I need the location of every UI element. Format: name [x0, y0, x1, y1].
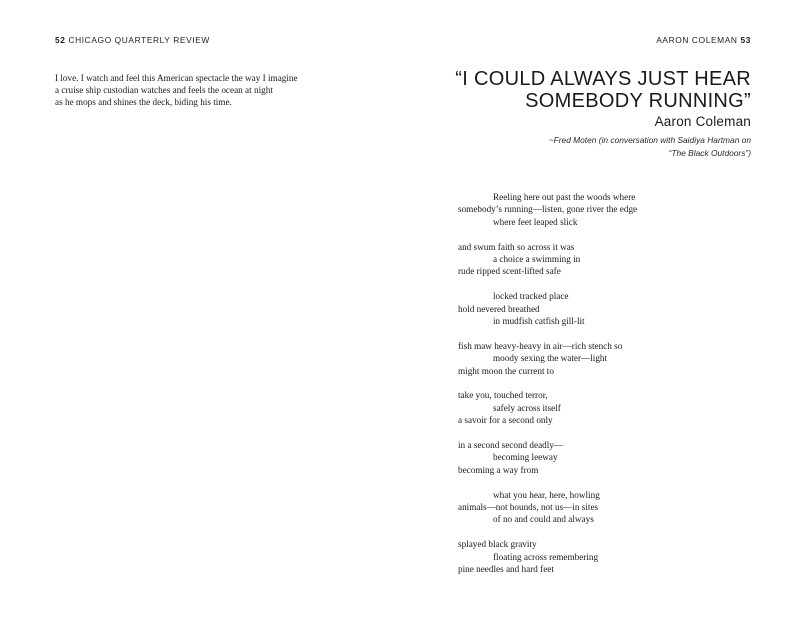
poem-body	[458, 191, 758, 588]
poem-line: of no and could and always	[493, 514, 594, 525]
prose-line: a cruise ship custodian watches and feels the ocean at night	[55, 85, 273, 96]
poem-line: hold nevered breathed	[458, 303, 540, 314]
epigraph-line: “The Black Outdoors”)	[668, 148, 751, 158]
stanza	[458, 340, 758, 377]
stanza	[458, 538, 758, 575]
poem-author: Aaron Coleman	[654, 114, 751, 129]
stanza	[458, 389, 758, 426]
journal-name: CHICAGO QUARTERLY REVIEW	[68, 35, 210, 45]
poem-line: take you, touched terror,	[458, 390, 548, 401]
running-head-author: AARON COLEMAN	[656, 35, 738, 45]
left-running-head	[55, 35, 210, 45]
poem-line: becoming a way from	[458, 464, 539, 475]
poem-line: and swum faith so across it was	[458, 241, 575, 252]
poem-line: splayed black gravity	[458, 539, 537, 550]
title-line: “I COULD ALWAYS JUST HEAR	[455, 68, 751, 90]
left-page-number: 52	[55, 35, 66, 45]
prose-line: as he mops and shines the deck, biding his time.	[55, 97, 232, 108]
epigraph	[431, 134, 751, 160]
right-page-number: 53	[740, 35, 751, 45]
poem-line: what you hear, here, howling	[493, 489, 600, 500]
poem-line: locked tracked place	[493, 291, 569, 302]
poem-line: safely across itself	[493, 402, 561, 413]
poem-line: moody sexing the water—light	[493, 353, 608, 364]
title-line: SOMEBODY RUNNING”	[525, 90, 751, 112]
right-running-head	[656, 35, 751, 45]
stanza	[458, 191, 758, 228]
prose-line: I love. I watch and feel this American spectacle the way I imagine	[55, 73, 298, 83]
poem-line: in a second second deadly—	[458, 440, 564, 451]
poem-line: a savoir for a second only	[458, 415, 553, 426]
stanza	[458, 241, 758, 278]
stanza	[458, 290, 758, 327]
poem-line: animals—not hounds, not us—in sites	[458, 502, 599, 513]
stanza	[458, 439, 758, 476]
poem-line: might moon the current to	[458, 365, 554, 376]
poem-line: where feet leaped slick	[493, 216, 578, 227]
poem-line: Reeling here out past the woods where	[493, 192, 636, 202]
poem-line: floating across remembering	[493, 551, 599, 562]
poem-title	[431, 68, 751, 112]
poem-line: fish maw heavy-heavy in air—rich stench so	[458, 340, 623, 351]
stanza	[458, 489, 758, 526]
poem-line: a choice a swimming in	[493, 254, 581, 265]
poem-line: somebody’s running—listen, gone river the edge	[458, 204, 638, 215]
poem-line: becoming leeway	[493, 452, 558, 463]
poem-line: rude ripped scent-lifted safe	[458, 266, 561, 277]
epigraph-line: ~Fred Moten (in conversation with Saidiya Hartman on	[548, 135, 751, 145]
poem-line: in mudfish catfish gill-lit	[493, 316, 585, 327]
prose-paragraph	[55, 72, 355, 109]
right-page	[400, 0, 800, 618]
poem-line: pine needles and hard feet	[458, 564, 554, 575]
